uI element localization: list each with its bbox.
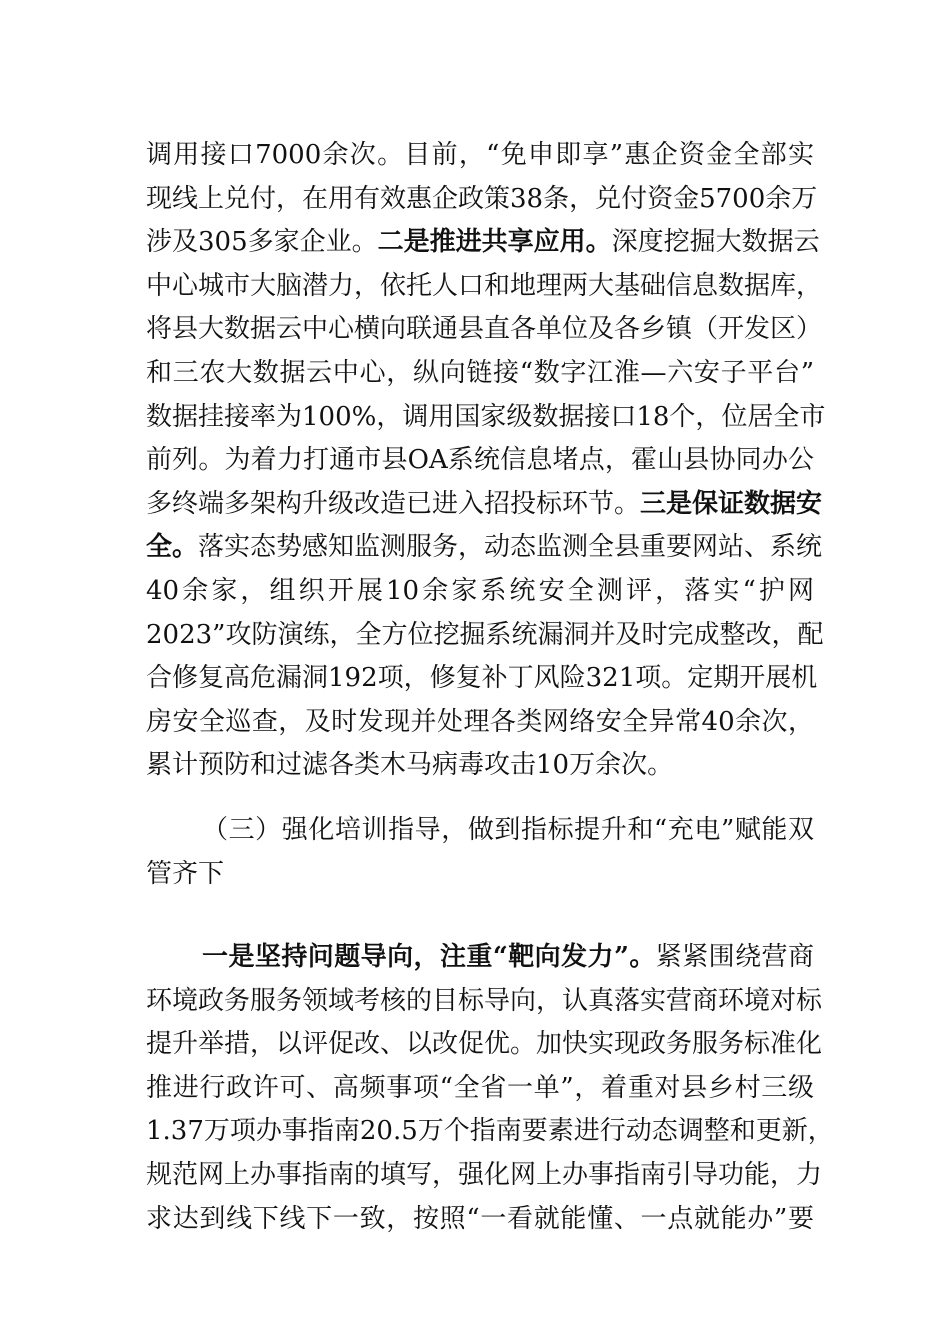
text-line	[146, 135, 814, 175]
text-line	[146, 854, 814, 894]
text-span: 紧紧围绕营商	[655, 942, 814, 972]
text-line	[146, 1068, 814, 1108]
text-span: 涉及305多家企业。	[146, 227, 378, 258]
text-line	[146, 1199, 814, 1239]
text-span: 累计预防和过滤各类木马病毒攻击10万余次。	[146, 750, 674, 781]
text-line	[202, 937, 814, 977]
text-span: 落实态势感知监测服务，动态监测全县重要网站、系统	[198, 532, 823, 563]
text-line	[146, 527, 823, 567]
text-span: 将县大数据云中心横向联通县直各单位及各乡镇（开发区）	[146, 314, 823, 345]
text-line	[146, 702, 814, 742]
text-span: 1.37万项办事指南20.5万个指南要素进行动态调整和更新，	[146, 1116, 834, 1147]
text-span: 求达到线下线下一致，按照“一看就能懂、一点就能办”要	[146, 1203, 814, 1234]
text-line	[146, 1155, 823, 1195]
text-line	[146, 1024, 823, 1064]
text-line	[146, 615, 824, 655]
text-span: 合修复高危漏洞192项，修复补丁风险321项。定期开展机	[146, 663, 818, 694]
text-span: 环境政务服务领域考核的目标导向，认真落实营商环境对标	[146, 985, 823, 1016]
text-span: 前列。为着力打通市县OA系统信息堵点，霍山县协同办公	[146, 445, 814, 476]
text-line	[146, 981, 823, 1021]
text-span: 2023”攻防演练，全方位挖掘系统漏洞并及时完成整改，配	[146, 619, 824, 650]
text-line	[146, 222, 820, 262]
text-span: 数据挂接率为100%，调用国家级数据接口18个，位居全市	[146, 401, 826, 432]
text-line	[146, 266, 823, 306]
bold-text: 一是坚持问题导向，注重“靶向发力”。	[202, 942, 656, 972]
text-line	[146, 353, 814, 393]
text-span: 规范网上办事指南的填写，强化网上办事指南引导功能，力	[146, 1160, 823, 1190]
text-span: 和三农大数据云中心，纵向链接“数字江淮—六安子平台”	[146, 358, 814, 388]
text-line	[146, 179, 818, 219]
text-line	[146, 1111, 834, 1151]
text-line	[202, 810, 814, 850]
text-span: 提升举措，以评促改、以改促优。加快实现政务服务标准化	[146, 1029, 823, 1060]
text-span: 调用接口7000余次。目前，“免申即享”惠企资金全部实	[146, 140, 814, 170]
bold-text: 二是推进共享应用。	[377, 227, 612, 258]
bold-text: 全。	[146, 532, 199, 563]
text-span: 管齐下	[146, 858, 225, 889]
text-span: 40余家，组织开展10余家系统安全测评，落实“护网	[146, 576, 814, 606]
bold-text: 三是保证数据安	[640, 488, 823, 519]
text-line	[146, 484, 823, 524]
text-line	[146, 745, 814, 785]
text-span: 房安全巡查，及时发现并处理各类网络安全异常40余次，	[146, 706, 814, 737]
text-span: 推进行政许可、高频事项“全省一单”，着重对县乡村三级	[146, 1072, 814, 1103]
text-line	[146, 658, 818, 698]
text-span: 多终端多架构升级改造已进入招投标环节。	[146, 488, 641, 519]
text-line	[146, 440, 814, 480]
text-span: 中心城市大脑潜力，依托人口和地理两大基础信息数据库，	[146, 270, 823, 301]
text-line	[146, 571, 814, 611]
text-line	[146, 309, 823, 349]
text-span: 深度挖掘大数据云	[611, 227, 820, 258]
text-span: 现线上兑付，在用有效惠企政策38条，兑付资金5700余万	[146, 183, 818, 214]
text-line	[146, 397, 826, 437]
text-span: （三）强化培训指导，做到指标提升和“充电”赋能双	[202, 815, 814, 845]
